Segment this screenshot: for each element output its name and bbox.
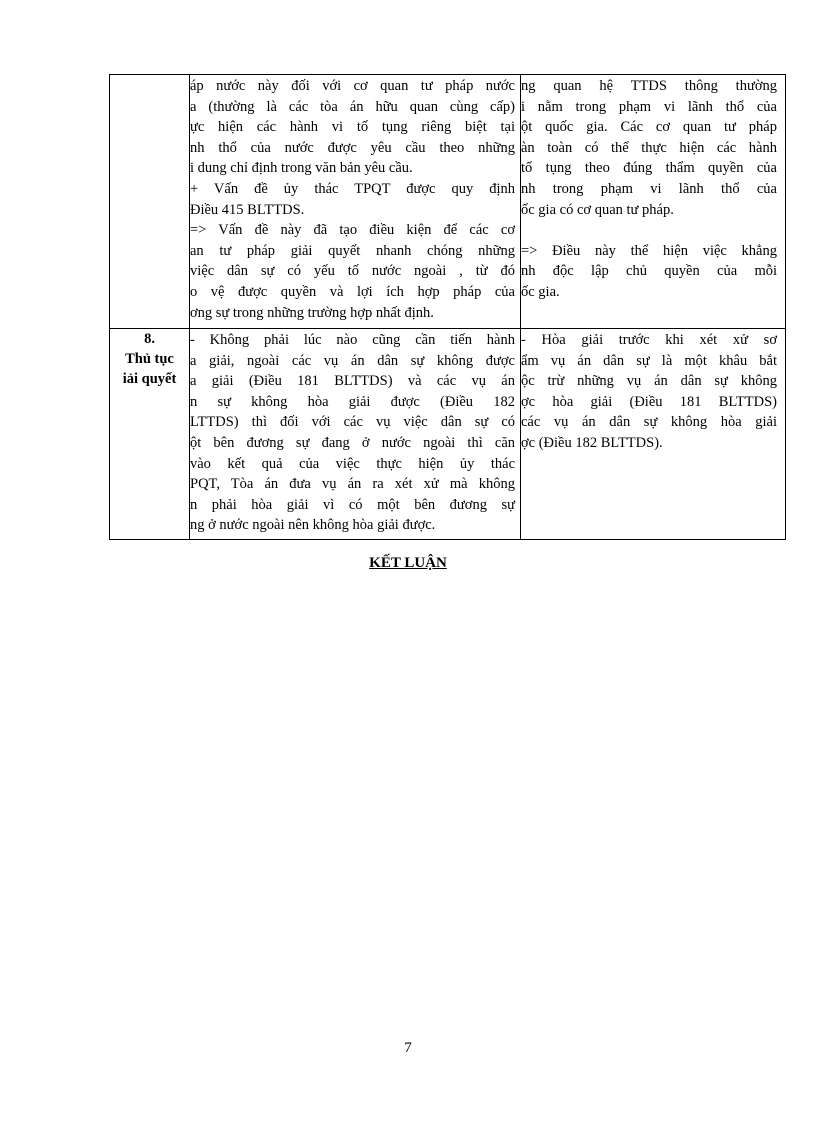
right-cell [521,75,786,329]
text-line: an tư pháp giải quyết nhanh chóng những [190,242,515,259]
text-line: + Vấn đề ủy thác TPQT được quy định [190,180,515,197]
text-line: ộc trừ những vụ án dân sự không [521,373,777,390]
text-line: nh độc lập chủ quyền của mỗi [521,263,777,280]
text-line: các vụ án dân sự không hòa giải [521,414,777,431]
text-line: ợc (Điều 182 BLTTDS). [521,434,663,451]
right-text [521,330,777,454]
right-text [521,76,777,303]
middle-cell [190,75,521,329]
text-line: Thủ tục [125,351,174,367]
text-line [521,220,777,241]
text-line: nh thổ của nước được yêu cầu theo những [190,139,515,156]
text-line: LTTDS) thì đối với các vụ việc dân sự có [190,414,515,431]
comparison-table [109,74,786,540]
text-line: ng quan hệ TTDS thông thường [521,78,777,94]
middle-text [190,330,515,536]
text-line: i nằm trong phạm vi lãnh thổ của [521,98,777,115]
text-line: ốc gia. [521,283,560,300]
text-line: PQT, Tòa án đưa vụ án ra xét xử mà không [190,476,515,493]
text-line: ơng sự trong những trường hợp nhất định. [190,304,434,321]
text-line: a giải, ngoài các vụ án dân sự không được [190,352,515,369]
table-row [110,75,786,329]
text-line: a giải (Điều 181 BLTTDS) và các vụ án [190,373,515,390]
text-line: Điều 415 BLTTDS. [190,201,305,218]
text-line: ột quốc gia. Các cơ quan tư pháp [521,119,777,136]
text-line: iải quyết [122,371,177,387]
middle-cell [190,329,521,540]
text-line: - Không phải lúc nào cũng cần tiến hành [190,332,515,348]
text-line: tố tụng theo đúng thẩm quyền của [521,160,777,177]
text-line: - Hòa giải trước khi xét xử sơ [521,332,777,348]
right-cell [521,329,786,540]
text-line: ột bên đương sự đang ở nước ngoài thì căn [190,434,515,451]
row-label [110,329,189,389]
text-line: ng ở nước ngoài nên không hòa giải được. [190,517,436,534]
text-line: i dung chỉ định trong văn bản yêu cầu. [190,160,413,177]
text-line: nh trong phạm vi lãnh thổ của [521,180,777,197]
text-line: a (thường là các tòa án hữu quan cùng cấp) [190,98,515,115]
text-line: ẩm vụ án dân sự là một khâu bắt [521,352,777,369]
text-line: áp nước này đối với cơ quan tư pháp nước [190,78,515,94]
text-line: ợc hòa giải (Điều 181 BLTTDS) [521,393,777,410]
text-line: => Điều này thể hiện việc khẳng [521,242,777,259]
conclusion-heading: KẾT LUẬN [369,555,447,571]
row-label-cell [110,75,190,329]
text-line: n sự không hòa giải được (Điều 182 [190,393,515,410]
row-label-cell [110,329,190,540]
text-line: => Vấn đề này đã tạo điều kiện để các cơ [190,222,515,239]
text-line: việc dân sự có yếu tố nước ngoài , từ đó [190,263,515,280]
text-line: o vệ được quyền và lợi ích hợp pháp của [190,283,515,300]
text-line: 8. [144,331,155,347]
text-line: vào kết quả của việc thực hiện ủy thác [190,455,515,472]
text-line: n phải hòa giải vì có một bên đương sự [190,496,515,513]
text-line: ốc gia có cơ quan tư pháp. [521,201,674,218]
middle-text [190,76,515,323]
text-line: àn toàn có thể thực hiện các hành [521,139,777,156]
table-row [110,329,786,540]
text-line: ực hiện các hành vi tố tụng riêng biệt tại [190,119,515,136]
page-number: 7 [404,1040,412,1056]
